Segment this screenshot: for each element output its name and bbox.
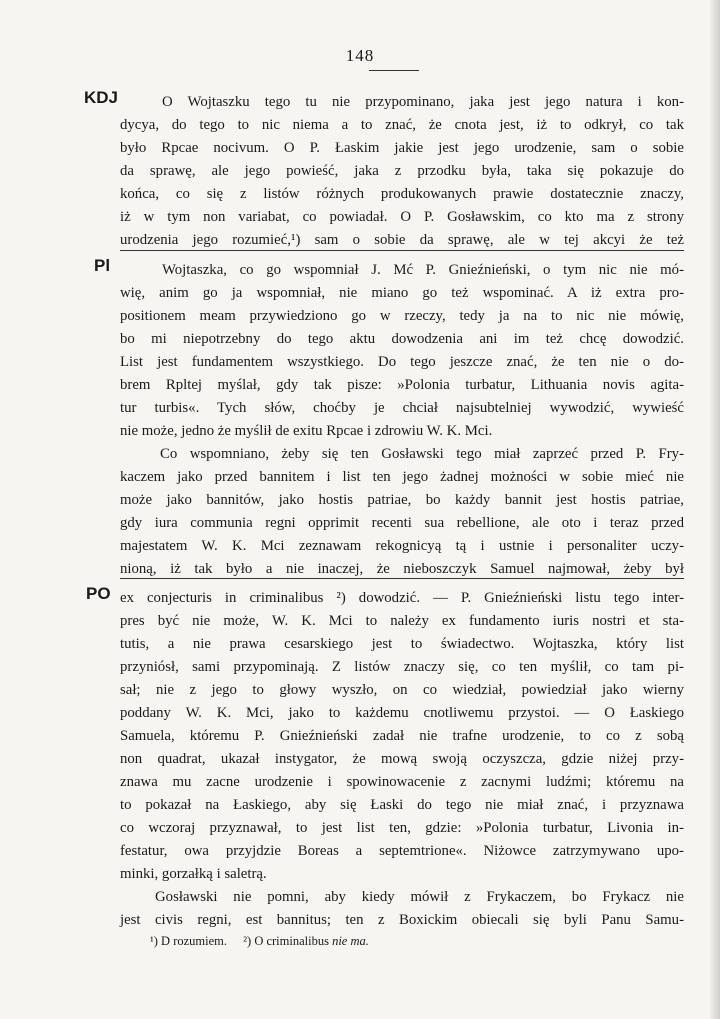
text-line: Wojtaszka, co go wspomniał J. Mć P. Gnieźnieński, o tym nic nie mó- [162,262,684,278]
text-line: Gosławski nie pomni, aby kiedy mówił z Frykaczem, bo Frykacz nie [155,889,684,905]
text-line: dycya, do tego to nic niema a to znać, że cnota jest, iż to odkrył, co tak [120,117,684,133]
text-line: kaczem jako przed bannitem i list ten jego żadnej możności w sobie mieć nie [120,469,684,485]
text-line: minki, gorzałką i saletrą. [120,866,267,882]
text-line: ex conjecturis in criminalibus ²) dowodzić. — P. Gnieźnieński listu tego inter- [120,590,684,606]
text-line: iż w tym non variabat, co powiadał. O P. Gosławskim, co kto ma z strony [120,209,684,225]
text-line: Samuela, któremu P. Gnieźnieński zadał nie trafne urodzenie, to co z sobą [120,728,684,744]
footnote-2-text: O criminalibus [254,934,329,948]
speaker-label-po: PO [86,584,111,603]
text-line: brem Rpltej myślał, gdy tak pisze: »Polonia turbatur, Lithuania novis agita- [120,377,684,393]
text-line: tutis, a nie prawa cesarskiego jest to świadectwo. Wojtaszka, który list [120,636,684,652]
footnote-1-text: D rozumiem. [161,934,228,948]
page-number: 148 [345,46,375,65]
text-line: O Wojtaszku tego tu nie przypominano, jaka jest jego natura i kon- [162,94,684,110]
text-line: urodzenia jego rozumieć,¹) sam o sobie da sprawę, ale w tej akcyi że też [120,232,684,248]
text-line: sał; nie z jego to głowy wyszło, on co wiedział, powiedział jako wierny [120,682,684,698]
speaker-label-pl: Pl [94,256,111,275]
text-line: non quadrat, ukazał instygator, że mową swoją oczyszcza, gdzie niżej przy- [120,751,684,767]
text-line: tur turbis«. Tych słów, choćby je chciał najsubtelniej wywodzić, wywieść [120,400,684,416]
text-line: List jest fundamentem wszystkiego. Do tego jeszcze znać, że ten nie o do- [120,354,684,370]
text-line: może jako bannitów, jako hostis patriae, bo każdy bannit jest hostis patriae, [120,492,684,508]
text-line: positionem meam przywiedziono go w rzeczy, tedy ja na to nic nie mówię, [120,308,684,324]
text-line: majestatem W. K. Mci zeznawam rekognicyą tą i ustnie i personaliter uczy- [120,538,684,554]
text-line: festatur, owa przyjdzie Boreas a septemtrione«. Niżowce zatrzymywano upo- [120,843,684,859]
footnote-2-marker: ²) [243,934,252,948]
text-line: wię, anim go ja wspomniał, nie miano go też wspominać. A iż extra pro- [120,285,684,301]
page-number-underline [369,70,419,71]
text-line: gdy iura communia regni opprimit recenti sua rebellione, ale oto i teraz przed [120,515,684,531]
text-line: poddany W. K. Mci, jako to każdemu cnotliwemu przystoi. — O Łaskiego [120,705,684,721]
text-line: co wczoraj przyznawał, to jest list ten, gdzie: »Polonia turbatur, Livonia in- [120,820,684,836]
page-edge-shadow [710,0,720,1019]
text-line: da sprawę, ale jego powieść, jaka z przodku była, taka się pokazuje do [120,163,684,179]
text-line: pres być nie może, W. K. Mci to należy ex fundamento iuris nostri et sta- [120,613,684,629]
speaker-label-kdj: KDJ [84,88,119,107]
text-line: jest civis regni, est bannitus; ten z Boxickim obiecali się byli Panu Samu- [120,912,684,928]
text-line: Co wspomniano, żeby się ten Gosławski tego miał zaprzeć przed P. Fry- [160,446,684,462]
text-line: nioną, iż tak było a nie inaczej, że nieboszczyk Samuel najmował, żeby był [120,561,684,577]
footnote-1-marker: ¹) [150,934,158,948]
text-line: przyniósł, sami przypominają. Z listów znaczy się, co ten myślił, co tam pi- [120,659,684,675]
section-divider [120,250,684,251]
text-line: nie może, jedno że myślił de exitu Rpcae i zdrowiu W. K. Mci. [120,423,493,439]
text-line: to pokazał na Łaskiego, aby się Łaski do tego nie miał znać, i przyznawa [120,797,684,813]
footnotes [150,934,369,949]
text-line: końca, co się z listów różnych produkowanych prawie dostatecznie znaczy, [120,186,684,202]
section-divider [120,578,684,579]
text-line: znawa mu zacne urodzenie i spowinowacenie z zacnymi ludźmi; któremu na [120,774,684,790]
text-line: było Rpcae nocivum. O P. Łaskim jakie jest jego urodzenie, sam o sobie [120,140,684,156]
footnote-2-italic: nie ma. [332,934,369,948]
text-line: bo mi niepotrzebny do tego aktu dowodzenia ani im też chcę dowodzić. [120,331,684,347]
